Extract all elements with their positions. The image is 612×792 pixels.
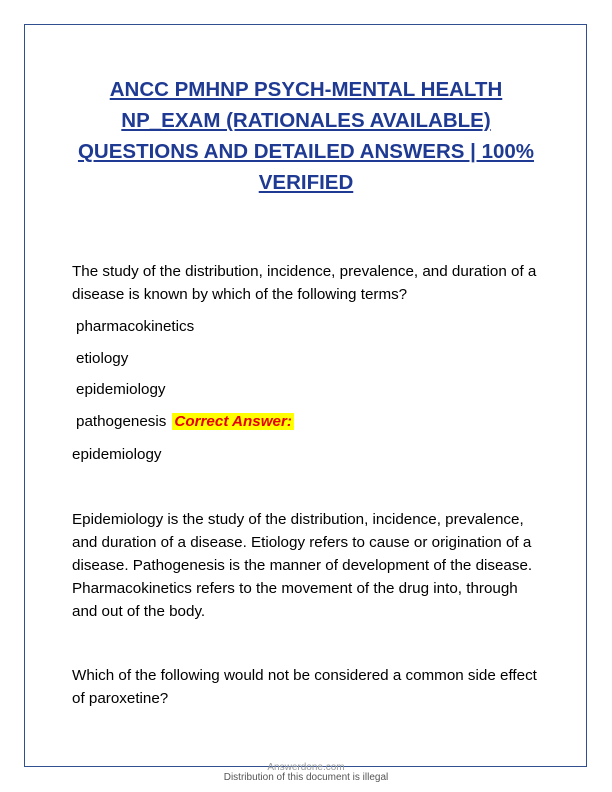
footer-site-watermark: Answerdone.com <box>267 762 345 773</box>
correct-answer-label: Correct Answer: <box>174 413 292 430</box>
question-1-rationale: Epidemiology is the study of the distribution, incidence, prevalence, and duration of a disease. Etiology refers to cause or origination of a disease. Pathogenesis is the manner of development of the disease. Pharmacokinetics refers to the movement of the drug into, through and out of the body. <box>72 511 533 620</box>
question-1-option: epidemiology <box>76 381 166 398</box>
question-1-option: pathogenesis <box>76 413 167 430</box>
footer-notice: Distribution of this document is illegal <box>223 772 389 783</box>
document-title: ANCC PMHNP PSYCH-MENTAL HEALTH NP_EXAM (RATIONALES AVAILABLE) QUESTIONS AND DETAILED ANSWERS | 100% VERIFIED <box>77 78 535 194</box>
question-1-option: etiology <box>76 350 129 367</box>
question-1-text: The study of the distribution, incidence, prevalence, and duration of a disease is known by which of the following terms? <box>72 263 537 303</box>
question-2-text: Which of the following would not be considered a common side effect of paroxetine? <box>72 667 537 707</box>
question-1-answer: epidemiology <box>72 446 162 463</box>
question-1-option: pharmacokinetics <box>76 318 195 335</box>
question-1-option-with-answer-label <box>76 412 294 432</box>
